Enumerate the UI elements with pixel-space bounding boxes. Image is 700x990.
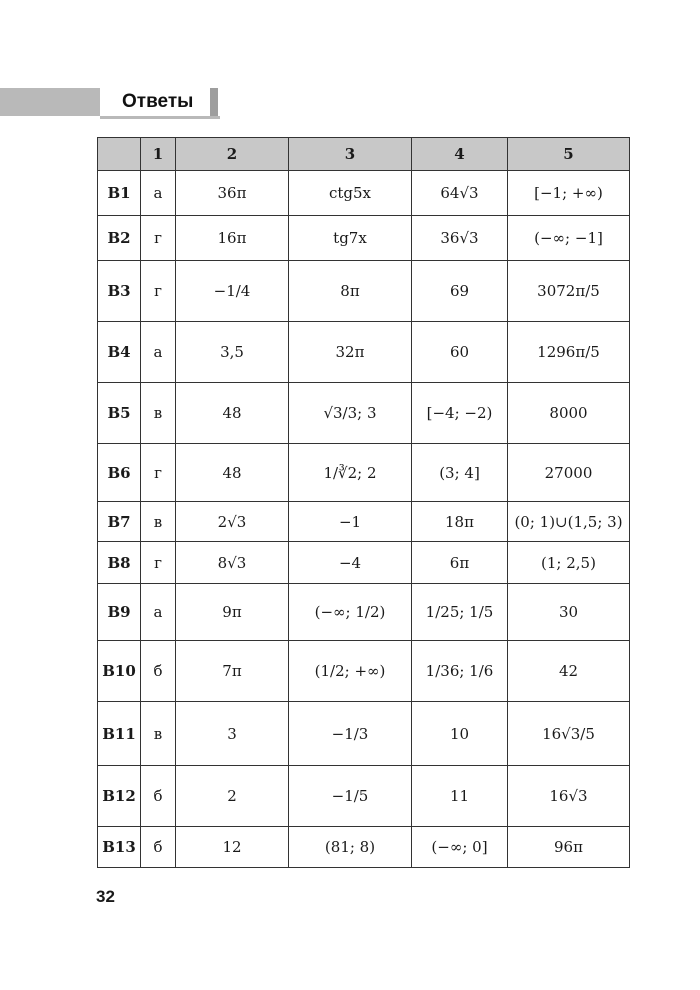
cell: 36π <box>176 171 289 216</box>
row-label: B4 <box>98 322 141 383</box>
cell: 1/36; 1/6 <box>412 641 508 702</box>
cell: 48 <box>176 383 289 444</box>
cell: ctg5x <box>289 171 412 216</box>
cell: г <box>141 444 176 502</box>
row-label: B6 <box>98 444 141 502</box>
cell: г <box>141 542 176 584</box>
cell: 18π <box>412 502 508 542</box>
table-row <box>98 542 630 584</box>
row-label: B7 <box>98 502 141 542</box>
cell: √3/3; 3 <box>289 383 412 444</box>
table-row <box>98 641 630 702</box>
cell: г <box>141 216 176 261</box>
cell: 96π <box>508 827 630 868</box>
cell: 6π <box>412 542 508 584</box>
row-label: B9 <box>98 584 141 641</box>
cell: 16√3/5 <box>508 702 630 766</box>
table-row <box>98 827 630 868</box>
table-row <box>98 322 630 383</box>
cell: 1/25; 1/5 <box>412 584 508 641</box>
row-label: B1 <box>98 171 141 216</box>
table-row <box>98 171 630 216</box>
cell: 48 <box>176 444 289 502</box>
cell: −1/4 <box>176 261 289 322</box>
cell: [−1; +∞) <box>508 171 630 216</box>
table-row <box>98 502 630 542</box>
cell: 27000 <box>508 444 630 502</box>
cell: −1/5 <box>289 766 412 827</box>
cell: 8√3 <box>176 542 289 584</box>
cell: 69 <box>412 261 508 322</box>
table-header-row <box>98 138 630 171</box>
cell: [−4; −2) <box>412 383 508 444</box>
section-title: Ответы <box>122 91 194 112</box>
table-row <box>98 216 630 261</box>
cell: 2√3 <box>176 502 289 542</box>
cell: (−∞; 1/2) <box>289 584 412 641</box>
table-row <box>98 766 630 827</box>
header-cell-2: 2 <box>176 138 289 171</box>
cell: (0; 1)∪(1,5; 3) <box>508 502 630 542</box>
header-cell-4: 4 <box>412 138 508 171</box>
cell: 16π <box>176 216 289 261</box>
cell: 3072π/5 <box>508 261 630 322</box>
answers-table <box>97 137 630 868</box>
row-label: B10 <box>98 641 141 702</box>
cell: а <box>141 322 176 383</box>
row-label: B5 <box>98 383 141 444</box>
banner-shadow <box>210 88 218 116</box>
row-label: B8 <box>98 542 141 584</box>
table-row <box>98 584 630 641</box>
cell: −1 <box>289 502 412 542</box>
cell: 9π <box>176 584 289 641</box>
cell: 1/∛2; 2 <box>289 444 412 502</box>
cell: (−∞; −1] <box>508 216 630 261</box>
cell: 8π <box>289 261 412 322</box>
cell: 12 <box>176 827 289 868</box>
cell: 16√3 <box>508 766 630 827</box>
cell: 11 <box>412 766 508 827</box>
header-cell-3: 3 <box>289 138 412 171</box>
table-row <box>98 702 630 766</box>
table-row <box>98 261 630 322</box>
cell: 64√3 <box>412 171 508 216</box>
table-row <box>98 444 630 502</box>
cell: 1296π/5 <box>508 322 630 383</box>
page-number: 32 <box>96 887 115 906</box>
cell: 32π <box>289 322 412 383</box>
row-label: B12 <box>98 766 141 827</box>
cell: (81; 8) <box>289 827 412 868</box>
section-banner <box>0 88 220 118</box>
table-row <box>98 383 630 444</box>
row-label: B3 <box>98 261 141 322</box>
cell: (−∞; 0] <box>412 827 508 868</box>
cell: а <box>141 171 176 216</box>
cell: 42 <box>508 641 630 702</box>
cell: 8000 <box>508 383 630 444</box>
header-cell-empty <box>98 138 141 171</box>
cell: б <box>141 827 176 868</box>
cell: −1/3 <box>289 702 412 766</box>
cell: (1; 2,5) <box>508 542 630 584</box>
cell: (3; 4] <box>412 444 508 502</box>
header-cell-1: 1 <box>141 138 176 171</box>
cell: а <box>141 584 176 641</box>
row-label: B2 <box>98 216 141 261</box>
cell: 3,5 <box>176 322 289 383</box>
cell: 30 <box>508 584 630 641</box>
cell: г <box>141 261 176 322</box>
header-cell-5: 5 <box>508 138 630 171</box>
cell: в <box>141 383 176 444</box>
cell: в <box>141 702 176 766</box>
cell: б <box>141 766 176 827</box>
cell: в <box>141 502 176 542</box>
cell: 10 <box>412 702 508 766</box>
cell: 3 <box>176 702 289 766</box>
cell: б <box>141 641 176 702</box>
cell: 7π <box>176 641 289 702</box>
cell: −4 <box>289 542 412 584</box>
row-label: B13 <box>98 827 141 868</box>
row-label: B11 <box>98 702 141 766</box>
cell: 60 <box>412 322 508 383</box>
cell: 36√3 <box>412 216 508 261</box>
cell: (1/2; +∞) <box>289 641 412 702</box>
cell: tg7x <box>289 216 412 261</box>
cell: 2 <box>176 766 289 827</box>
